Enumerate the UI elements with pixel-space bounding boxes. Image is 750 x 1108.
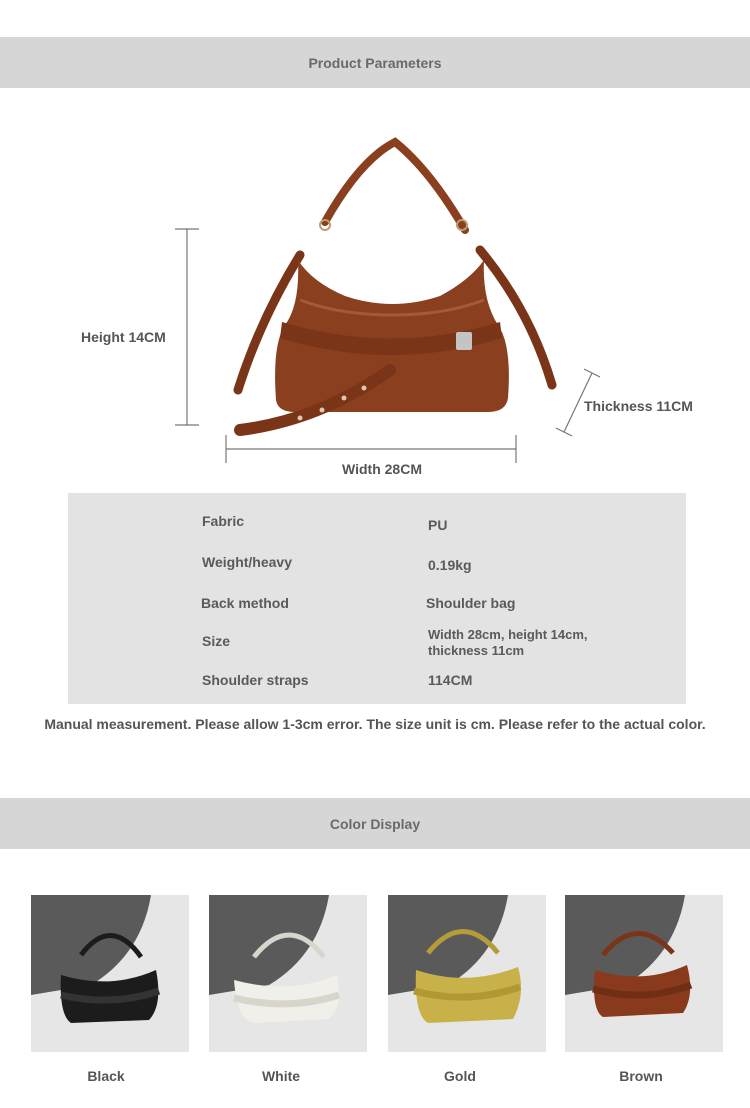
- parameter-table: [68, 493, 686, 704]
- bag-illustration: [0, 100, 750, 490]
- parameter-key: Size: [202, 633, 231, 649]
- measurement-note: Manual measurement. Please allow 1-3cm error. The size unit is cm. Please refer to the actual color.: [44, 716, 706, 732]
- color-swatch-brown[interactable]: [565, 895, 723, 1052]
- parameter-key: Weight/heavy: [202, 554, 292, 570]
- color-swatch-white[interactable]: [209, 895, 367, 1052]
- bag-photo-gold: [388, 895, 546, 1052]
- parameter-key: Shoulder straps: [202, 672, 309, 688]
- parameter-value: PU: [428, 517, 448, 533]
- color-label-white: White: [261, 1068, 301, 1084]
- parameter-key: Fabric: [202, 513, 245, 529]
- thickness-label: Thickness 11CM: [584, 398, 693, 414]
- bag-photo-brown: [565, 895, 723, 1052]
- section-banner-colors: [0, 798, 750, 849]
- section-title: Product Parameters: [308, 54, 442, 71]
- color-swatch-black[interactable]: [31, 895, 189, 1052]
- height-measure-line: [175, 229, 199, 425]
- bag-photo-black: [31, 895, 189, 1052]
- height-label: Height 14CM: [81, 329, 166, 345]
- dimension-diagram: [0, 100, 750, 490]
- parameter-key: Back method: [201, 595, 289, 611]
- width-label: Width 28CM: [342, 461, 422, 477]
- section-title: Color Display: [329, 815, 421, 832]
- color-label-gold: Gold: [444, 1068, 476, 1084]
- parameter-value: 0.19kg: [428, 557, 472, 573]
- color-swatch-gold[interactable]: [388, 895, 546, 1052]
- section-banner-parameters: [0, 37, 750, 88]
- width-measure-line: [226, 435, 516, 463]
- color-label-black: Black: [87, 1068, 125, 1084]
- color-label-brown: Brown: [619, 1068, 663, 1084]
- parameter-value: 114CM: [428, 672, 473, 688]
- parameter-value: Shoulder bag: [426, 595, 516, 611]
- bag-photo-white: [209, 895, 367, 1052]
- parameter-value: Width 28cm, height 14cm, thickness 11cm: [428, 627, 588, 658]
